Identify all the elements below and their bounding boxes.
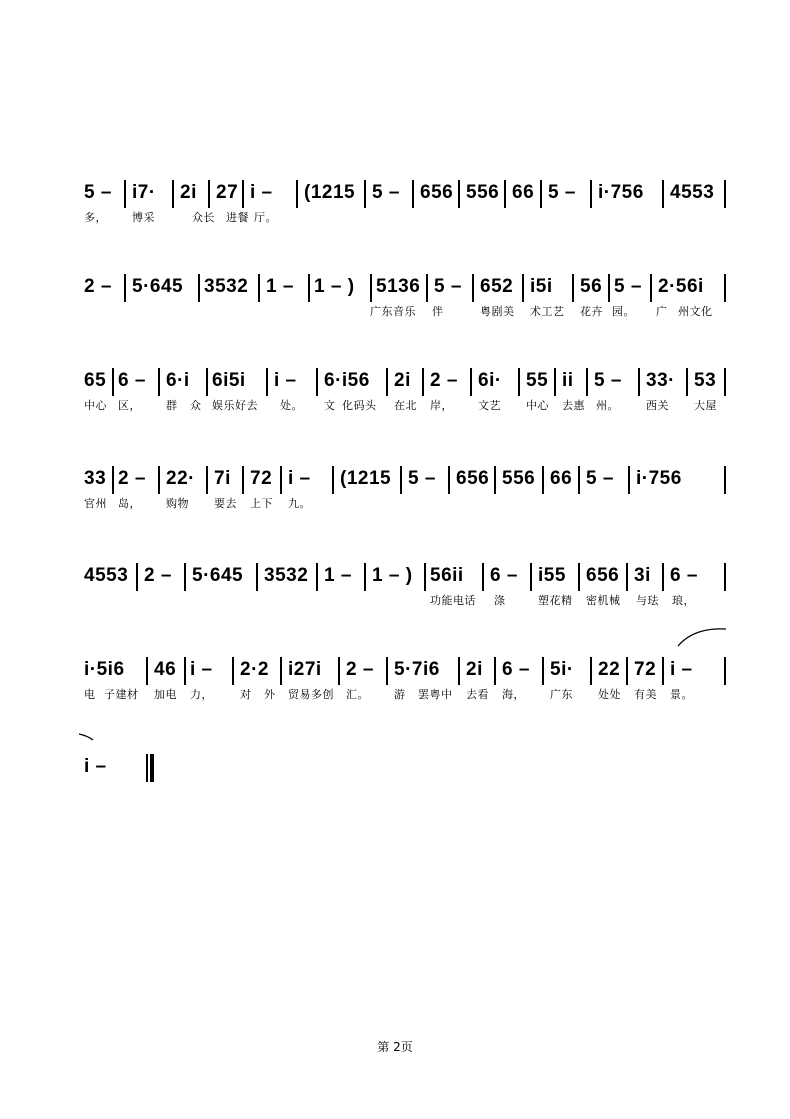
bar-line [626, 563, 628, 591]
bar-line [572, 274, 574, 302]
bar-line [316, 368, 318, 396]
note-group: 6i5i [212, 370, 246, 391]
bar-line [586, 368, 588, 396]
note-group: 5136 [376, 276, 421, 297]
bar-line [158, 466, 160, 494]
note-group: 2·2 [240, 659, 269, 680]
lyric: 广东音乐 [370, 305, 416, 318]
note-group: 5·7i6 [394, 659, 440, 680]
bar-line [208, 180, 210, 208]
note-group: 5 – [594, 370, 622, 391]
lyric: 电 [84, 688, 96, 701]
bar-line [650, 274, 652, 302]
lyric: 密机械 [586, 594, 621, 607]
bar-line [386, 368, 388, 396]
lyric: 汇。 [346, 688, 369, 701]
bar-line [112, 368, 114, 396]
note-group: 56ii [430, 565, 464, 586]
bar-line [136, 563, 138, 591]
lyric: 处处 [598, 688, 621, 701]
note-group: 4553 [84, 565, 129, 586]
bar-line [266, 368, 268, 396]
note-group: i – [288, 468, 311, 489]
bar-line [426, 274, 428, 302]
page-number: 第 2页 [377, 1040, 413, 1054]
lyric: 园。 [612, 305, 635, 318]
bar-line [338, 657, 340, 685]
bar-line [172, 180, 174, 208]
note-group: i – [670, 659, 693, 680]
lyric: 外 [264, 688, 276, 701]
bar-line [470, 368, 472, 396]
lyric: 购物 [166, 497, 189, 510]
bar-line [112, 466, 114, 494]
note-group: 3532 [264, 565, 309, 586]
lyric: 有美 [634, 688, 657, 701]
bar-line [242, 466, 244, 494]
lyric: 厅。 [254, 211, 277, 224]
bar-line [448, 466, 450, 494]
lyric: 众长 [192, 211, 215, 224]
note-group: 2 – [430, 370, 458, 391]
note-group: i5i [530, 276, 553, 297]
note-group: 2i [180, 182, 197, 203]
bar-line [578, 563, 580, 591]
note-group: 656 [586, 565, 620, 586]
bar-line [638, 368, 640, 396]
note-group: 6·i56 [324, 370, 370, 391]
bar-line [540, 180, 542, 208]
bar-line [724, 563, 726, 591]
score-line-7 [84, 754, 734, 834]
lyric: 去惠 [562, 399, 585, 412]
bar-line [184, 657, 186, 685]
bar-line [412, 180, 414, 208]
note-group: 6 – [502, 659, 530, 680]
note-group: 6i· [478, 370, 502, 391]
bar-line [400, 466, 402, 494]
bar-line [590, 180, 592, 208]
note-group: i·756 [598, 182, 644, 203]
note-group: 2 – [346, 659, 374, 680]
bar-line [386, 657, 388, 685]
lyric: 化码头 [342, 399, 377, 412]
note-group: 5 – [372, 182, 400, 203]
bar-line [590, 657, 592, 685]
bar-line [578, 466, 580, 494]
note-group: 1 – ) [372, 565, 413, 586]
bar-line [296, 180, 298, 208]
lyric: 群 [166, 399, 178, 412]
lyric: 岛， [118, 497, 141, 510]
lyric: 中心 [84, 399, 107, 412]
note-group: 5 – [586, 468, 614, 489]
note-group: 2 – [144, 565, 172, 586]
lyric: 伴 [432, 305, 444, 318]
lyric: 花卉 [580, 305, 603, 318]
bar-line [198, 274, 200, 302]
bar-line [316, 563, 318, 591]
bar-line [542, 466, 544, 494]
slur-mark [676, 626, 728, 648]
lyric: 塑花精 [538, 594, 573, 607]
note-group: 656 [456, 468, 490, 489]
bar-line [242, 180, 244, 208]
note-group: 656 [420, 182, 454, 203]
bar-line [686, 368, 688, 396]
lyric: 上下 [250, 497, 273, 510]
note-group: i – [250, 182, 273, 203]
lyric: 与珐 [636, 594, 659, 607]
note-group: 1 – [324, 565, 352, 586]
note-group: i – [190, 659, 213, 680]
bar-line [530, 563, 532, 591]
bar-line [608, 274, 610, 302]
bar-line [522, 274, 524, 302]
note-group: 5 – [408, 468, 436, 489]
lyric: 大屋 [694, 399, 717, 412]
note-group: i·5i6 [84, 659, 125, 680]
bar-line [206, 368, 208, 396]
note-group: 2·56i [658, 276, 704, 297]
note-group: 5 – [614, 276, 642, 297]
lyric: 娱乐好去 [212, 399, 258, 412]
lyric: 西关 [646, 399, 669, 412]
note-group: i7· [132, 182, 156, 203]
note-group: (1215 [304, 182, 356, 203]
bar-line [422, 368, 424, 396]
note-group: 6 – [490, 565, 518, 586]
note-group: 6 – [118, 370, 146, 391]
note-group: 556 [466, 182, 500, 203]
bar-line [504, 180, 506, 208]
lyric: 九。 [288, 497, 311, 510]
note-group: ii [562, 370, 574, 391]
bar-line [626, 657, 628, 685]
bar-line [370, 274, 372, 302]
bar-line [724, 368, 726, 396]
lyric: 文 [324, 399, 336, 412]
score-line-6 [84, 657, 734, 737]
bar-line [146, 657, 148, 685]
note-group: 2i [394, 370, 411, 391]
lyric: 罢粤中 [418, 688, 453, 701]
lyric: 粤剧美 [480, 305, 515, 318]
note-group: 5 – [434, 276, 462, 297]
lyric: 功能电话 [430, 594, 476, 607]
note-group: 3532 [204, 276, 249, 297]
bar-line [458, 180, 460, 208]
lyric: 博采 [132, 211, 155, 224]
note-group: 4553 [670, 182, 715, 203]
note-group: i55 [538, 565, 566, 586]
lyric: 处。 [280, 399, 303, 412]
bar-line [256, 563, 258, 591]
lyric: 州。 [596, 399, 619, 412]
note-group: 22 [598, 659, 621, 680]
note-group: 556 [502, 468, 536, 489]
score-line-3 [84, 368, 734, 448]
lyric: 力， [190, 688, 213, 701]
bar-line [258, 274, 260, 302]
bar-line [518, 368, 520, 396]
note-group: 33· [646, 370, 675, 391]
note-group: 66 [550, 468, 573, 489]
note-group: 46 [154, 659, 177, 680]
lyric: 加电 [154, 688, 177, 701]
lyric: 岸， [430, 399, 453, 412]
note-group: i27i [288, 659, 322, 680]
note-group: 5·645 [192, 565, 244, 586]
note-group: 6 – [670, 565, 698, 586]
lyric: 众 [190, 399, 202, 412]
lyric: 在北 [394, 399, 417, 412]
note-group: 652 [480, 276, 514, 297]
score-line-1 [84, 180, 734, 260]
lyric: 子建材 [104, 688, 139, 701]
bar-line [232, 657, 234, 685]
note-group: 55 [526, 370, 549, 391]
bar-line [662, 563, 664, 591]
bar-line [364, 563, 366, 591]
slur-mark [78, 732, 94, 742]
lyric: 广东 [550, 688, 573, 701]
note-group: 5 – [548, 182, 576, 203]
lyric: 贸易多创 [288, 688, 334, 701]
note-group: 56 [580, 276, 603, 297]
bar-line [542, 657, 544, 685]
note-group: 2 – [118, 468, 146, 489]
bar-line [554, 368, 556, 396]
note-group: 22· [166, 468, 195, 489]
note-group: 1 – [266, 276, 294, 297]
lyric: 要去 [214, 497, 237, 510]
lyric: 海， [502, 688, 525, 701]
bar-line [724, 180, 726, 208]
bar-line [494, 657, 496, 685]
bar-line [724, 274, 726, 302]
bar-line [206, 466, 208, 494]
bar-line [724, 657, 726, 685]
note-group: 5i· [550, 659, 574, 680]
bar-line [332, 466, 334, 494]
bar-line [124, 274, 126, 302]
lyric: 中心 [526, 399, 549, 412]
bar-line [628, 466, 630, 494]
bar-line [662, 657, 664, 685]
note-group: 27 [216, 182, 239, 203]
note-group: 3i [634, 565, 651, 586]
final-barline-thick [150, 754, 154, 782]
bar-line [158, 368, 160, 396]
bar-line [458, 657, 460, 685]
score-line-2 [84, 274, 734, 354]
lyric: 文艺 [478, 399, 501, 412]
note-group: 6·i [166, 370, 190, 391]
lyric: 对 [240, 688, 252, 701]
bar-line [364, 180, 366, 208]
note-group: i – [274, 370, 297, 391]
bar-line [308, 274, 310, 302]
bar-line [280, 657, 282, 685]
lyric: 多， [84, 211, 107, 224]
lyric: 官州 [84, 497, 107, 510]
lyric: 景。 [670, 688, 693, 701]
bar-line [280, 466, 282, 494]
lyric: 区， [118, 399, 141, 412]
bar-line [482, 563, 484, 591]
lyric: 涤 [494, 594, 506, 607]
note-group: 72 [634, 659, 657, 680]
bar-line [494, 466, 496, 494]
lyric: 术工艺 [530, 305, 565, 318]
note-group: i·756 [636, 468, 682, 489]
note-group: 7i [214, 468, 231, 489]
lyric: 琅， [672, 594, 695, 607]
lyric: 游 [394, 688, 406, 701]
bar-line [124, 180, 126, 208]
score-line-4 [84, 466, 734, 546]
note-group: 5 – [84, 182, 112, 203]
note-group: 33 [84, 468, 107, 489]
note-group: 72 [250, 468, 273, 489]
note-group: 2 – [84, 276, 112, 297]
bar-line [184, 563, 186, 591]
note-group: 66 [512, 182, 535, 203]
note-group: 53 [694, 370, 717, 391]
note-group: 1 – ) [314, 276, 355, 297]
bar-line [472, 274, 474, 302]
bar-line [424, 563, 426, 591]
note-group: i – [84, 756, 107, 777]
final-barline-thin [146, 754, 148, 782]
lyric: 州文化 [678, 305, 713, 318]
note-group: 2i [466, 659, 483, 680]
bar-line [724, 466, 726, 494]
score-line-5 [84, 563, 734, 643]
note-group: (1215 [340, 468, 392, 489]
note-group: 65 [84, 370, 107, 391]
lyric: 进餐 [226, 211, 249, 224]
note-group: 5·645 [132, 276, 184, 297]
bar-line [662, 180, 664, 208]
lyric: 去看 [466, 688, 489, 701]
lyric: 广 [656, 305, 668, 318]
